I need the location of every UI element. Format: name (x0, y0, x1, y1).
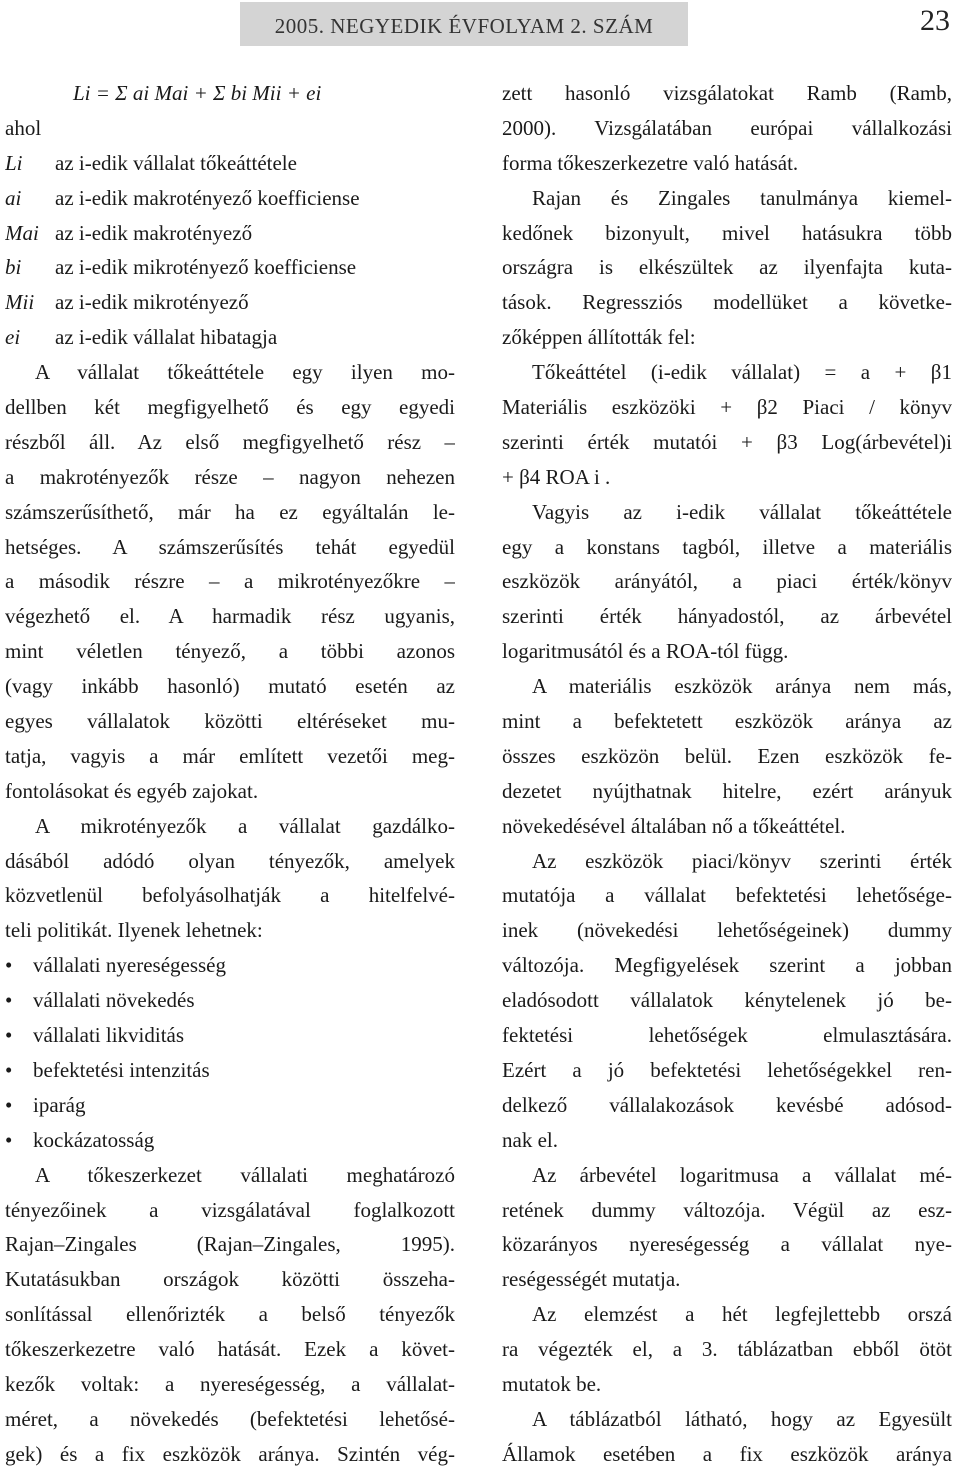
paragraph-line: Rajan és Zingales tanulmánya kiemel- (532, 185, 952, 210)
regression-equation-line: szerinti érték mutatói + β3 Log(árbevétel)i (502, 429, 952, 454)
paragraph-line: egy a konstans tagból, illetve a materiális (502, 534, 952, 559)
paragraph-line: zőképpen állították fel: (502, 325, 696, 350)
left-column (5, 76, 455, 1472)
paragraph-line: delkező vállalakozások kevésbé adósod- (502, 1092, 952, 1117)
paragraph-line: (vagy inkább hasonló) mutató esetén az (5, 674, 455, 699)
bullet-text: vállalati likviditás (33, 1023, 185, 1048)
definition-symbol: Li (5, 150, 23, 175)
bullet-item (5, 1018, 455, 1053)
paragraph-line: A mikrotényezők a vállalat gazdálko- (35, 813, 455, 838)
paragraph-line: tások. Regressziós modellüket a követke- (502, 290, 952, 315)
paragraph-line: Az árbevétel logaritmusa a vállalat mé- (532, 1162, 952, 1187)
bullet-dot-icon: • (5, 953, 13, 978)
bullet-dot-icon: • (5, 1023, 13, 1048)
bullet-dot-icon: • (5, 1092, 13, 1117)
paragraph-line: retének dummy változója. Végül az esz- (502, 1197, 952, 1222)
paragraph-line: részből áll. Az első megfigyelhető rész – (5, 429, 455, 454)
model-formula: Li = Σ ai Mai + Σ bi Mii + ei (73, 81, 322, 105)
paragraph-line: A vállalat tőkeáttétele egy ilyen mo- (35, 360, 455, 385)
regression-equation-line: + β4 ROA i . (502, 464, 611, 489)
paragraph-line: számszerűsíthető, már ha ez egyáltalán le- (5, 499, 455, 524)
paragraph-line: kedőnek bizonyult, mivel hatásukra több (502, 220, 952, 245)
definition-text: az i-edik vállalat tőkeáttétele (55, 150, 297, 175)
bullet-dot-icon: • (5, 988, 13, 1013)
regression-equation-line: Tőkeáttétel (i-edik vállalat) = a + β1 (532, 360, 952, 385)
definition-text: az i-edik makrotényező koefficiense (55, 185, 360, 210)
definition-row (5, 285, 455, 320)
paragraph-line: Az eszközök piaci/könyv szerinti érték (532, 848, 952, 873)
definition-text: az i-edik mikrotényező (55, 290, 249, 315)
paragraph-line: közvetlenül befolyásolhatják a hitelfelvé- (5, 883, 455, 908)
paragraph-line: A tőkeszerkezet vállalati meghatározó (35, 1162, 455, 1187)
paragraph-line: mint a befektetett eszközök aránya az (502, 709, 952, 734)
bullet-item (5, 983, 455, 1018)
bullet-dot-icon: • (5, 1127, 13, 1152)
journal-header (240, 2, 688, 46)
paragraph-line: mint véletlen tényező, a többi azonos (5, 639, 455, 664)
definition-row (5, 250, 455, 285)
paragraph-line: zett hasonló vizsgálatokat Ramb (Ramb, (502, 81, 952, 105)
bullet-item (5, 948, 455, 983)
paragraph-line: ra végezték el, a 3. táblázatban ebből ötöt (502, 1337, 952, 1362)
paragraph-line: mutatója a vállalat befektetési lehetősége- (502, 883, 952, 908)
paragraph-line: A táblázatból látható, hogy az Egyesült (532, 1406, 952, 1431)
bullet-text: vállalati nyereségesség (33, 953, 226, 978)
journal-issue-label: 2005. NEGYEDIK ÉVFOLYAM 2. SZÁM (274, 14, 654, 38)
definition-text: az i-edik makrotényező (55, 220, 253, 245)
paragraph-line: a makrotényezők része – nagyon nehezen (5, 464, 455, 489)
paragraph-line: Államok esetében a fix eszközök aránya (502, 1441, 952, 1466)
paragraph-line: Rajan–Zingales (Rajan–Zingales, 1995). (5, 1232, 455, 1257)
regression-equation-line: Materiális eszközöki + β2 Piaci / könyv (502, 395, 952, 420)
definition-symbol: Mii (5, 290, 35, 315)
definition-symbol: bi (5, 255, 22, 280)
paragraph-line: növekedésével általában nő a tőkeáttétel. (502, 813, 846, 838)
paragraph-line: országra is elkészültek az ilyenfajta kuta- (502, 255, 952, 280)
paragraph-line: fektetési lehetőségek elmulasztására. (502, 1023, 952, 1048)
bullet-text: iparág (33, 1092, 86, 1117)
paragraph-line: dellben két megfigyelhető és egy egyedi (5, 395, 455, 420)
right-column (502, 76, 952, 1472)
paragraph-line: tőkeszerkezetre való hatását. Ezek a követ- (5, 1337, 455, 1362)
bullet-text: kockázatosság (33, 1127, 155, 1152)
paragraph-line: végezhető el. A harmadik rész ugyanis, (5, 604, 455, 629)
paragraph-line: sonlítással ellenőrizték a belső tényezők (5, 1302, 455, 1327)
paragraph-line: hetséges. A számszerűsítés tehát egyedül (5, 534, 455, 559)
paragraph-line: tényezőinek a vizsgálatával foglalkozott (5, 1197, 455, 1222)
paragraph-line: Kutatásukban országok közötti összeha- (5, 1267, 455, 1292)
paragraph-line: mutatok be. (502, 1371, 602, 1396)
paragraph-line: változója. Megfigyelések szerint a jobban (502, 953, 952, 978)
definition-text: az i-edik vállalat hibatagja (55, 325, 278, 350)
paragraph-line: forma tőkeszerkezetre való hatását. (502, 150, 799, 175)
paragraph-line: méret, a növekedés (befektetési lehetősé- (5, 1406, 455, 1431)
paragraph-line: fontolásokat és egyéb zajokat. (5, 778, 259, 803)
paragraph-line: reségességét mutatja. (502, 1267, 681, 1292)
paragraph-line: összes eszközön belül. Ezen eszközök fe- (502, 743, 952, 768)
paragraph-line: A materiális eszközök aránya nem más, (532, 674, 952, 699)
definition-symbol: Mai (5, 220, 39, 245)
paragraph-line: gek) és a fix eszközök aránya. Szintén vég- (5, 1441, 455, 1466)
paragraph-line: kezők voltak: a nyereségesség, a vállalat- (5, 1371, 455, 1396)
paragraph-line: nak el. (502, 1127, 558, 1152)
paragraph-line: a második részre – a mikrotényezőkre – (5, 569, 455, 594)
bullet-dot-icon: • (5, 1057, 13, 1082)
bullet-text: vállalati növekedés (33, 988, 195, 1013)
page-number: 23 (920, 4, 950, 37)
paragraph-line: Vagyis az i-edik vállalat tőkeáttétele (532, 499, 952, 524)
definition-row (5, 320, 455, 355)
paragraph-line: dásából adódó olyan tényezők, amelyek (5, 848, 455, 873)
paragraph-line: eladósodott vállalatok kénytelenek jó be- (502, 988, 952, 1013)
bullet-item (5, 1053, 455, 1088)
paragraph-line: szerinti érték hányadostól, az árbevétel (502, 604, 952, 629)
definition-symbol: ai (5, 185, 22, 210)
paragraph-line: Ezért a jó befektetési lehetőségekkel ren- (502, 1057, 952, 1082)
ahol-label: ahol (5, 115, 42, 140)
definition-row (5, 181, 455, 216)
paragraph-line: dezetet nyújthatnak hitelre, ezért arányuk (502, 778, 952, 803)
paragraph-line: inek (növekedési lehetőségeinek) dummy (502, 918, 952, 943)
paragraph-line: eszközök arányától, a piaci érték/könyv (502, 569, 952, 594)
bullet-item (5, 1088, 455, 1123)
definition-symbol: ei (5, 325, 21, 350)
paragraph-line: egyes vállalatok közötti eltéréseket mu- (5, 709, 455, 734)
bullet-item (5, 1123, 455, 1158)
paragraph-line: közarányos nyereségesség a vállalat nye- (502, 1232, 952, 1257)
paragraph-line: teli politikát. Ilyenek lehetnek: (5, 918, 263, 943)
paragraph-line: logaritmusától és a ROA-tól függ. (502, 639, 789, 664)
definition-row (5, 216, 455, 251)
paragraph-line: Az elemzést a hét legfejlettebb orszá (532, 1302, 952, 1327)
definition-row (5, 146, 455, 181)
bullet-text: befektetési intenzitás (33, 1057, 210, 1082)
paragraph-line: 2000). Vizsgálatában európai vállalkozási (502, 115, 952, 140)
definition-text: az i-edik mikrotényező koefficiense (55, 255, 357, 280)
paragraph-line: tatja, vagyis a már említett vezetői meg- (5, 743, 455, 768)
